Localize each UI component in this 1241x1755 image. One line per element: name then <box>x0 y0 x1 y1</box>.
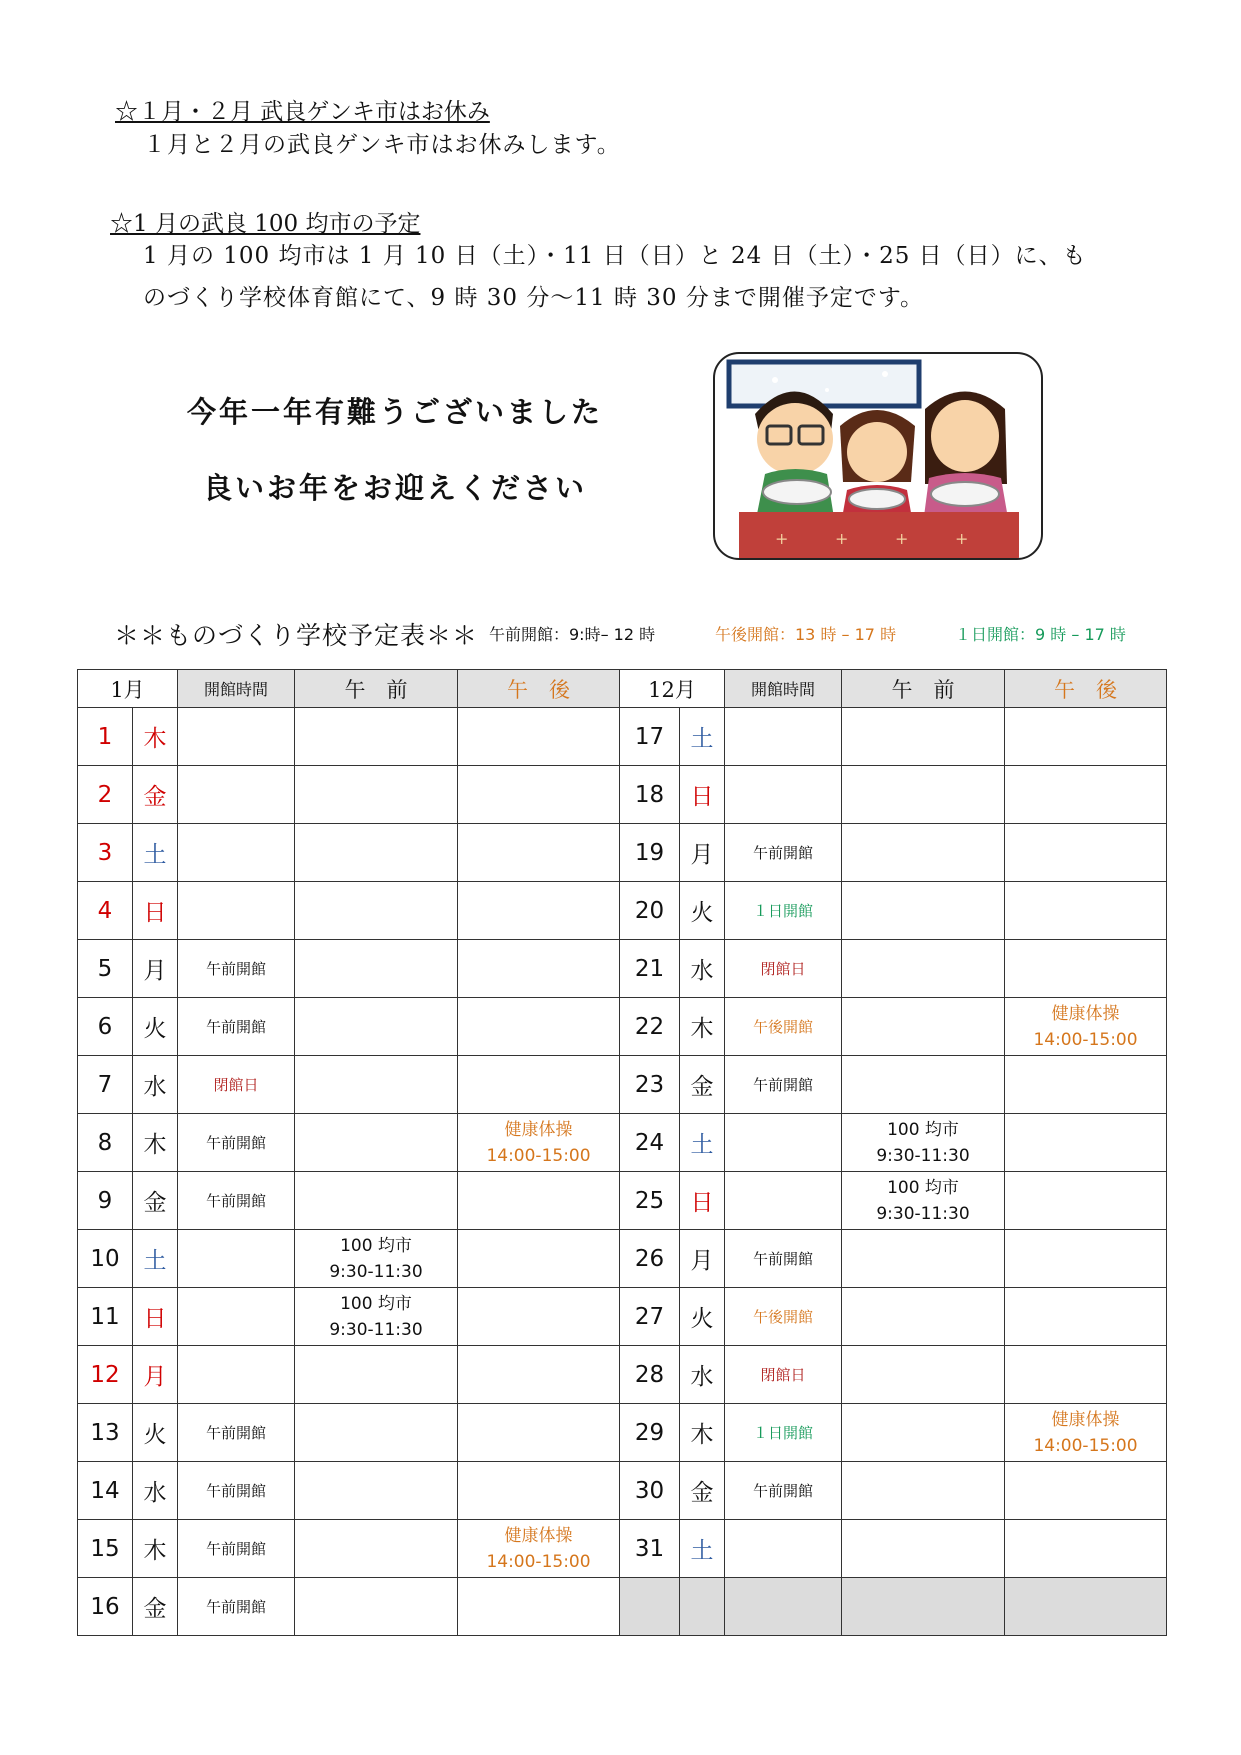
right-pm-event-line: 14:00-15:00 <box>1033 1029 1138 1050</box>
greeting-line-2: 良いお年をお迎えください <box>202 471 587 505</box>
left-opening-status: 午前開館 <box>178 998 295 1056</box>
right-pm-event-line: 健康体操 <box>1051 1409 1120 1430</box>
right-opening-status <box>725 1520 842 1578</box>
left-day-number: 12 <box>78 1346 133 1404</box>
schedule-row <box>78 1114 1167 1172</box>
left-am-cell <box>295 1346 458 1404</box>
left-am-cell <box>295 708 458 766</box>
right-opening-status: 午後開館 <box>725 1288 842 1346</box>
right-am-cell <box>842 766 1005 824</box>
right-opening-status: 午前開館 <box>725 1056 842 1114</box>
right-weekday: 水 <box>680 1346 725 1404</box>
right-weekday: 木 <box>680 998 725 1056</box>
right-opening-status <box>725 1114 842 1172</box>
right-day-number: 19 <box>620 824 680 882</box>
right-opening-status <box>725 708 842 766</box>
left-opening-status: 午前開館 <box>178 1520 295 1578</box>
schedule-row <box>78 1056 1167 1114</box>
left-weekday: 木 <box>133 1520 178 1578</box>
schedule-title: ＊＊ものづくり学校予定表＊＊ <box>114 621 479 650</box>
left-opening-status <box>178 824 295 882</box>
left-am-header: 午 前 <box>295 670 458 708</box>
svg-text:+: + <box>835 529 849 548</box>
schedule-row <box>78 1404 1167 1462</box>
right-day-number: 31 <box>620 1520 680 1578</box>
right-weekday: 火 <box>680 882 725 940</box>
right-empty-cell <box>680 1578 725 1636</box>
left-day-number: 9 <box>78 1172 133 1230</box>
left-am-cell <box>295 1578 458 1636</box>
left-weekday: 水 <box>133 1056 178 1114</box>
right-opening-status <box>725 1172 842 1230</box>
right-weekday: 水 <box>680 940 725 998</box>
left-opening-status <box>178 708 295 766</box>
right-day-number: 22 <box>620 998 680 1056</box>
left-pm-cell <box>458 766 620 824</box>
left-weekday: 月 <box>133 1346 178 1404</box>
left-pm-cell <box>458 998 620 1056</box>
left-am-cell <box>295 824 458 882</box>
left-opening-status: 午前開館 <box>178 1404 295 1462</box>
right-day-number: 26 <box>620 1230 680 1288</box>
right-am-cell <box>842 1462 1005 1520</box>
left-pm-cell <box>458 1462 620 1520</box>
left-day-number: 14 <box>78 1462 133 1520</box>
schedule-row <box>78 1230 1167 1288</box>
right-hours-header: 開館時間 <box>725 670 842 708</box>
legend-am: 午前開館：9:時– 12 時 <box>489 625 656 644</box>
left-month-label: 1月 <box>78 670 178 708</box>
right-weekday: 日 <box>680 766 725 824</box>
left-am-event-line: 100 均市 <box>340 1235 412 1256</box>
right-day-number: 21 <box>620 940 680 998</box>
right-day-number: 24 <box>620 1114 680 1172</box>
right-opening-status: 午前開館 <box>725 1462 842 1520</box>
right-weekday: 土 <box>680 1520 725 1578</box>
left-am-event-line: 100 均市 <box>340 1293 412 1314</box>
left-opening-status: 午前開館 <box>178 1578 295 1636</box>
notice-body-genki: １月と２月の武良ゲンキ市はお休みします。 <box>143 132 621 158</box>
left-am-cell <box>295 1114 458 1172</box>
left-day-number: 10 <box>78 1230 133 1288</box>
right-am-cell <box>842 998 1005 1056</box>
right-opening-status: 午前開館 <box>725 1230 842 1288</box>
left-am-cell <box>295 1520 458 1578</box>
left-pm-event-line: 健康体操 <box>504 1119 573 1140</box>
left-day-number: 13 <box>78 1404 133 1462</box>
left-pm-cell <box>458 824 620 882</box>
left-day-number: 11 <box>78 1288 133 1346</box>
left-pm-cell <box>458 1520 620 1578</box>
right-opening-status: 午後開館 <box>725 998 842 1056</box>
schedule-table <box>77 669 1167 1636</box>
left-pm-event-line: 健康体操 <box>504 1525 573 1546</box>
left-am-cell <box>295 1230 458 1288</box>
right-day-number: 20 <box>620 882 680 940</box>
right-weekday: 火 <box>680 1288 725 1346</box>
left-day-number: 6 <box>78 998 133 1056</box>
right-day-number: 17 <box>620 708 680 766</box>
right-weekday: 日 <box>680 1172 725 1230</box>
left-pm-header: 午 後 <box>458 670 620 708</box>
left-am-event-line: 9:30-11:30 <box>329 1261 423 1282</box>
schedule-row <box>78 1462 1167 1520</box>
left-am-cell <box>295 1056 458 1114</box>
schedule-row <box>78 1346 1167 1404</box>
notice-body-100kin-line2: のづくり学校体育館にて、9 時 30 分〜11 時 30 分まで開催予定です。 <box>143 285 924 311</box>
left-pm-event-line: 14:00-15:00 <box>486 1551 591 1572</box>
right-empty-cell <box>842 1578 1005 1636</box>
schedule-row <box>78 998 1167 1056</box>
right-pm-cell <box>1005 1230 1167 1288</box>
left-weekday: 金 <box>133 1172 178 1230</box>
schedule-row <box>78 882 1167 940</box>
left-opening-status: 午前開館 <box>178 1462 295 1520</box>
right-weekday: 月 <box>680 824 725 882</box>
left-pm-cell <box>458 882 620 940</box>
right-day-number: 30 <box>620 1462 680 1520</box>
left-opening-status: 午前開館 <box>178 940 295 998</box>
right-weekday: 土 <box>680 1114 725 1172</box>
right-weekday: 金 <box>680 1462 725 1520</box>
left-am-cell <box>295 1288 458 1346</box>
left-weekday: 日 <box>133 1288 178 1346</box>
left-pm-cell <box>458 708 620 766</box>
schedule-row <box>78 1578 1167 1636</box>
right-am-cell <box>842 1520 1005 1578</box>
left-opening-status <box>178 1230 295 1288</box>
notice-heading-genki: ☆１月・２月 武良ゲンキ市はお休み <box>115 99 490 125</box>
schedule-row <box>78 766 1167 824</box>
right-pm-cell <box>1005 1404 1167 1462</box>
right-pm-cell <box>1005 1172 1167 1230</box>
left-day-number: 16 <box>78 1578 133 1636</box>
right-weekday: 月 <box>680 1230 725 1288</box>
right-day-number: 29 <box>620 1404 680 1462</box>
right-pm-event-line: 14:00-15:00 <box>1033 1435 1138 1456</box>
right-am-event-line: 100 均市 <box>887 1119 959 1140</box>
left-weekday: 水 <box>133 1462 178 1520</box>
right-am-cell <box>842 1346 1005 1404</box>
right-opening-status: １日開館 <box>725 882 842 940</box>
left-pm-cell <box>458 1114 620 1172</box>
left-opening-status <box>178 766 295 824</box>
svg-text:+: + <box>775 529 789 548</box>
right-pm-cell <box>1005 1520 1167 1578</box>
notice-heading-100kin: ☆1 月の武良 100 均市の予定 <box>110 211 421 237</box>
schedule-row <box>78 708 1167 766</box>
right-empty-cell <box>620 1578 680 1636</box>
right-day-number: 18 <box>620 766 680 824</box>
left-opening-status <box>178 1288 295 1346</box>
svg-text:+: + <box>955 529 969 548</box>
left-pm-cell <box>458 1346 620 1404</box>
left-am-cell <box>295 1172 458 1230</box>
left-opening-status <box>178 1346 295 1404</box>
left-hours-header: 開館時間 <box>178 670 295 708</box>
left-day-number: 2 <box>78 766 133 824</box>
left-weekday: 日 <box>133 882 178 940</box>
right-am-cell <box>842 708 1005 766</box>
left-pm-cell <box>458 1288 620 1346</box>
left-weekday: 月 <box>133 940 178 998</box>
schedule-header-row <box>78 670 1167 708</box>
left-am-cell <box>295 998 458 1056</box>
left-pm-cell <box>458 1578 620 1636</box>
right-month-label: 12月 <box>620 670 725 708</box>
right-day-number: 23 <box>620 1056 680 1114</box>
right-pm-cell <box>1005 1056 1167 1114</box>
left-pm-cell <box>458 1230 620 1288</box>
greeting-line-1: 今年一年有難うございました <box>186 395 603 429</box>
left-opening-status: 午前開館 <box>178 1114 295 1172</box>
notice-body-100kin-line1: 1 月の 100 均市は 1 月 10 日（土）・11 日（日）と 24 日（土）・25 日（日）に、も <box>143 243 1087 269</box>
family-eating-soba-illustration <box>713 352 1043 560</box>
right-empty-cell <box>1005 1578 1167 1636</box>
left-day-number: 5 <box>78 940 133 998</box>
left-pm-cell <box>458 1404 620 1462</box>
right-day-number: 27 <box>620 1288 680 1346</box>
legend-allday: １日開館：9 時 – 17 時 <box>955 625 1126 644</box>
right-empty-cell <box>725 1578 842 1636</box>
svg-text:+: + <box>895 529 909 548</box>
left-am-cell <box>295 1404 458 1462</box>
left-opening-status: 午前開館 <box>178 1172 295 1230</box>
right-day-number: 28 <box>620 1346 680 1404</box>
left-weekday: 火 <box>133 1404 178 1462</box>
right-am-cell <box>842 940 1005 998</box>
right-pm-cell <box>1005 1462 1167 1520</box>
left-day-number: 15 <box>78 1520 133 1578</box>
left-am-cell <box>295 766 458 824</box>
left-pm-cell <box>458 1056 620 1114</box>
right-pm-cell <box>1005 998 1167 1056</box>
right-pm-cell <box>1005 766 1167 824</box>
legend-pm: 午後開館：13 時 – 17 時 <box>715 625 897 644</box>
right-pm-header: 午 後 <box>1005 670 1167 708</box>
left-opening-status: 閉館日 <box>178 1056 295 1114</box>
left-am-event-line: 9:30-11:30 <box>329 1319 423 1340</box>
right-opening-status: 午前開館 <box>725 824 842 882</box>
left-weekday: 木 <box>133 1114 178 1172</box>
schedule-row <box>78 1288 1167 1346</box>
left-weekday: 土 <box>133 824 178 882</box>
right-pm-cell <box>1005 882 1167 940</box>
left-am-cell <box>295 1462 458 1520</box>
right-am-cell <box>842 1114 1005 1172</box>
left-day-number: 1 <box>78 708 133 766</box>
schedule-row <box>78 824 1167 882</box>
right-am-event-line: 9:30-11:30 <box>876 1203 970 1224</box>
right-am-cell <box>842 882 1005 940</box>
schedule-row <box>78 1172 1167 1230</box>
left-am-cell <box>295 882 458 940</box>
right-pm-cell <box>1005 708 1167 766</box>
left-pm-cell <box>458 1172 620 1230</box>
right-opening-status: 閉館日 <box>725 1346 842 1404</box>
right-opening-status <box>725 766 842 824</box>
right-pm-cell <box>1005 940 1167 998</box>
right-weekday: 木 <box>680 1404 725 1462</box>
schedule-row <box>78 940 1167 998</box>
schedule-row <box>78 1520 1167 1578</box>
right-am-cell <box>842 1288 1005 1346</box>
left-weekday: 土 <box>133 1230 178 1288</box>
right-pm-cell <box>1005 824 1167 882</box>
right-am-cell <box>842 1230 1005 1288</box>
left-day-number: 3 <box>78 824 133 882</box>
right-am-cell <box>842 1172 1005 1230</box>
left-weekday: 金 <box>133 1578 178 1636</box>
left-weekday: 火 <box>133 998 178 1056</box>
right-day-number: 25 <box>620 1172 680 1230</box>
right-am-header: 午 前 <box>842 670 1005 708</box>
left-opening-status <box>178 882 295 940</box>
right-pm-event-line: 健康体操 <box>1051 1003 1120 1024</box>
right-am-event-line: 100 均市 <box>887 1177 959 1198</box>
left-weekday: 木 <box>133 708 178 766</box>
right-pm-cell <box>1005 1114 1167 1172</box>
right-am-cell <box>842 824 1005 882</box>
right-am-cell <box>842 1056 1005 1114</box>
right-pm-cell <box>1005 1346 1167 1404</box>
left-day-number: 8 <box>78 1114 133 1172</box>
left-pm-event-line: 14:00-15:00 <box>486 1145 591 1166</box>
right-pm-cell <box>1005 1288 1167 1346</box>
right-am-event-line: 9:30-11:30 <box>876 1145 970 1166</box>
left-pm-cell <box>458 940 620 998</box>
right-am-cell <box>842 1404 1005 1462</box>
right-weekday: 土 <box>680 708 725 766</box>
left-am-cell <box>295 940 458 998</box>
right-weekday: 金 <box>680 1056 725 1114</box>
left-day-number: 4 <box>78 882 133 940</box>
right-opening-status: 閉館日 <box>725 940 842 998</box>
left-day-number: 7 <box>78 1056 133 1114</box>
left-weekday: 金 <box>133 766 178 824</box>
right-opening-status: １日開館 <box>725 1404 842 1462</box>
